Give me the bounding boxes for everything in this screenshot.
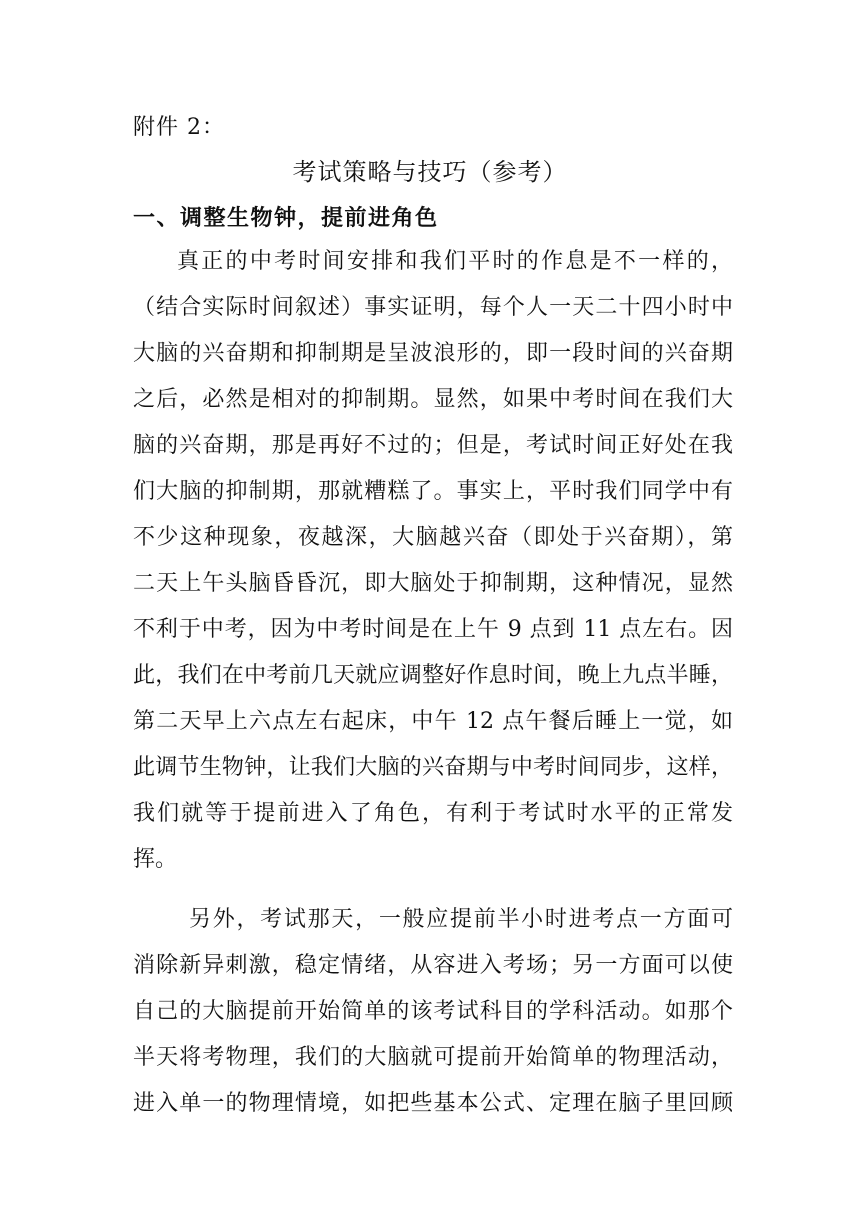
- paragraph-1-line: 不少这种现象，夜越深，大脑越兴奋（即处于兴奋期），第: [133, 525, 733, 550]
- paragraph-2-line: 另外，考试那天，一般应提前半小时进考点一方面可: [189, 907, 733, 932]
- attachment-label: 附件 2：: [133, 115, 225, 140]
- paragraph-2-line: 半天将考物理，我们的大脑就可提前开始简单的物理活动，: [133, 1045, 733, 1070]
- paragraph-2-line: 进入单一的物理情境，如把些基本公式、定理在脑子里回顾: [133, 1091, 733, 1116]
- paragraph-2-line: 自己的大脑提前开始简单的该考试科目的学科活动。如那个: [133, 999, 733, 1024]
- paragraph-1-line: 真正的中考时间安排和我们平时的作息是不一样的，: [177, 249, 733, 274]
- paragraph-1-line: （结合实际时间叙述）事实证明，每个人一天二十四小时中: [133, 295, 733, 320]
- paragraph-1-line: 此调节生物钟，让我们大脑的兴奋期与中考时间同步，这样，: [133, 755, 733, 780]
- section-heading-1: 一、调整生物钟，提前进角色: [133, 205, 439, 231]
- paragraph-2-line: 消除新异刺激，稳定情绪，从容进入考场；另一方面可以使: [133, 953, 733, 978]
- paragraph-1-line: 大脑的兴奋期和抑制期是呈波浪形的，即一段时间的兴奋期: [133, 341, 733, 366]
- paragraph-1-line: 我们就等于提前进入了角色，有利于考试时水平的正常发: [133, 801, 733, 826]
- page-title: 考试策略与技巧（参考）: [292, 158, 568, 186]
- paragraph-1-line: 脑的兴奋期，那是再好不过的；但是，考试时间正好处在我: [133, 433, 733, 458]
- paragraph-1-line: 挥。: [133, 847, 178, 872]
- paragraph-1-line: 第二天早上六点左右起床，中午 12 点午餐后睡上一觉，如: [133, 709, 733, 734]
- paragraph-1-line: 之后，必然是相对的抑制期。显然，如果中考时间在我们大: [133, 387, 733, 412]
- paragraph-1-line: 二天上午头脑昏昏沉，即大脑处于抑制期，这种情况，显然: [133, 571, 733, 596]
- paragraph-1-line: 此，我们在中考前几天就应调整好作息时间，晚上九点半睡，: [133, 663, 733, 688]
- paragraph-1-line: 们大脑的抑制期，那就糟糕了。事实上，平时我们同学中有: [133, 479, 733, 504]
- paragraph-1-line: 不利于中考，因为中考时间是在上午 9 点到 11 点左右。因: [133, 617, 733, 642]
